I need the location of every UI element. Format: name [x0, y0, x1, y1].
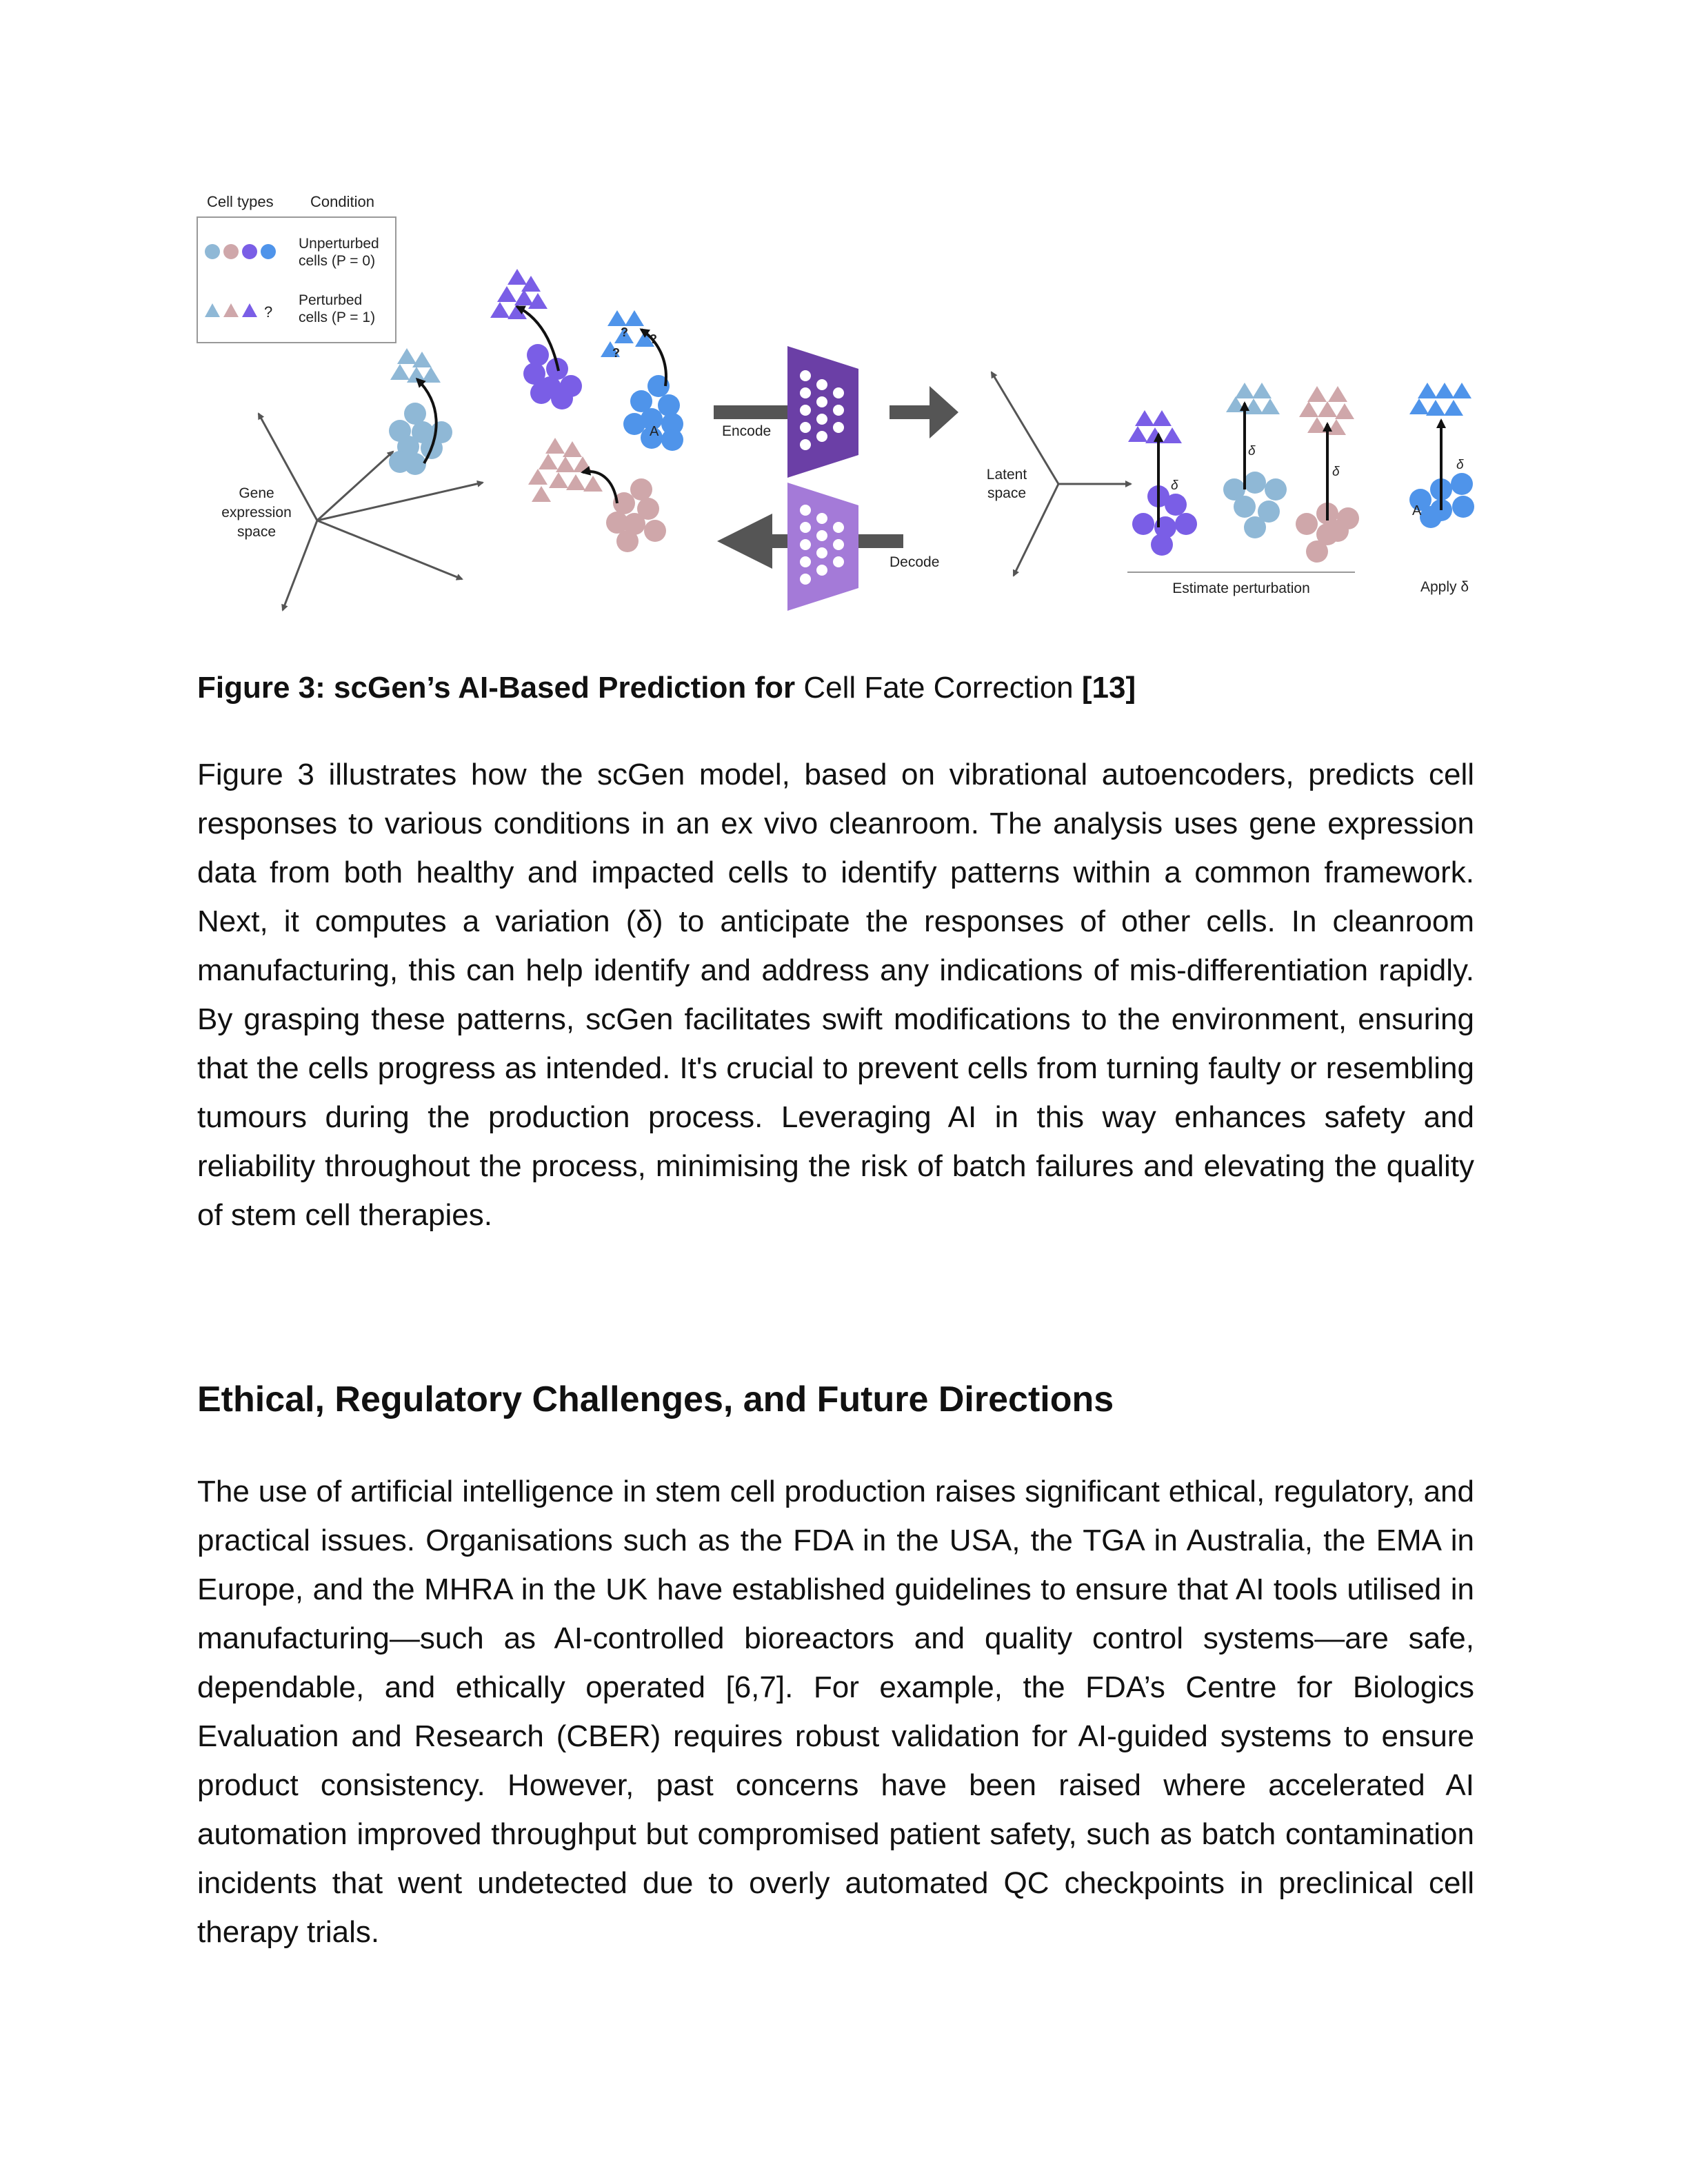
axis-line [317, 452, 393, 520]
encoder [714, 346, 958, 478]
latent-cluster-pink [1296, 386, 1359, 563]
cluster-pink [528, 438, 666, 552]
axis-line [283, 520, 317, 610]
caption-citation: [13] [1081, 671, 1136, 705]
paragraph-figure-description: Figure 3 illustrates how the scGen model, based on vibrational autoencoders, predicts cell responses to various conditions in an ex vivo cleanroom. The analysis uses gene expression data from both healthy and impacted cells to identify patterns within a common framework. Next, it computes a variation (δ) to anticipate the responses of other cells. In cleanroom manufacturing, this can help identify and address any indications of mis-differentiation rapidly. By grasping these patterns, scGen facilitates swift modifications to the environment, ensuring that the cells progress as intended. It's crucial to prevent cells from turning faulty or resembling tumours during the production process. Leveraging AI in this way enhances safety and reliability throughout the process, minimising the risk of batch failures and elevating the quality of stem cell therapies. [197, 758, 1474, 1232]
latent-cluster-purple [1128, 410, 1197, 556]
legend-triangle-pink [223, 303, 239, 317]
caption-text: Cell Fate Correction [795, 671, 1082, 705]
decoder-block [787, 483, 858, 611]
delta-label: δ [1332, 465, 1340, 479]
cluster-lightblue [389, 348, 452, 475]
legend-triangle-purple [242, 303, 257, 317]
encode-label: Encode [722, 423, 772, 439]
legend-cell-lightblue [205, 244, 220, 259]
gene-expression-label-1: Gene [239, 485, 274, 501]
apply-cluster-blue [1409, 383, 1474, 528]
latent-label-2: space [987, 485, 1027, 501]
figure-caption [197, 667, 1487, 709]
latent-cluster-lightblue [1223, 383, 1287, 538]
estimate-perturbation-label: Estimate perturbation [1172, 580, 1310, 596]
decoder [717, 483, 939, 611]
decode-arrow-head [717, 514, 772, 569]
unknown-marker: ? [612, 346, 620, 360]
axis-line [317, 520, 462, 579]
latent-label-1: Latent [986, 467, 1027, 483]
gene-expression-label-3: space [237, 524, 277, 540]
legend-triangle-lightblue [205, 303, 220, 317]
axis-line [317, 483, 483, 520]
cell-a-label: A [650, 424, 659, 439]
legend-perturbed-2: cells (P = 1) [299, 310, 376, 325]
legend-question: ? [264, 303, 273, 321]
encode-arrow-head [930, 386, 958, 438]
legend-unperturbed-1: Unperturbed [299, 236, 379, 252]
encoder-block [787, 346, 858, 478]
legend [197, 193, 396, 343]
delta-label: δ [1248, 444, 1256, 458]
legend-cell-pink [223, 244, 239, 259]
unknown-marker: ? [650, 332, 657, 346]
unknown-marker: ? [621, 325, 628, 339]
gene-expression-axes [259, 414, 483, 610]
legend-unperturbed-2: cells (P = 0) [299, 253, 376, 269]
delta-label: δ [1171, 478, 1178, 493]
cell-a-label: A [1412, 503, 1422, 518]
legend-perturbed-1: Perturbed [299, 292, 363, 308]
caption-bold: Figure 3: scGen’s AI-Based Prediction for [197, 671, 796, 705]
scgen-figure [193, 186, 1489, 620]
section-heading: Ethical, Regulatory Challenges, and Future Directions [197, 1379, 1114, 1419]
cluster-purple [490, 269, 582, 410]
paragraph-ethics: The use of artificial intelligence in stem cell production raises significant ethical, regulatory, and practical issues. Organisations such as the FDA in the USA, the TGA in Australia, the EMA in Europe, and the MHRA in the UK have established guidelines to ensure that AI tools utilised in manufacturing—such as AI-controlled bioreactors and quality control systems—are safe, dependable, and ethically operated [6,7]. For example, the FDA’s Centre for Biologics Evaluation and Research (CBER) requires robust validation for AI-guided systems to ensure product consistency. However, past concerns have been raised where accelerated AI automation improved throughput but compromised patient safety, such as batch contamination incidents that went undetected due to overly automated QC checkpoints in preclinical cell therapy trials. [197, 1475, 1474, 1949]
apply-delta-label: Apply δ [1420, 579, 1469, 595]
gene-expression-label-2: expression [221, 505, 292, 520]
delta-label: δ [1456, 458, 1464, 472]
legend-cell-blue [261, 244, 276, 259]
decode-label: Decode [890, 554, 940, 570]
legend-cell-purple [242, 244, 257, 259]
legend-cell-types-label: Cell types [207, 193, 274, 210]
legend-condition-label: Condition [310, 193, 374, 210]
